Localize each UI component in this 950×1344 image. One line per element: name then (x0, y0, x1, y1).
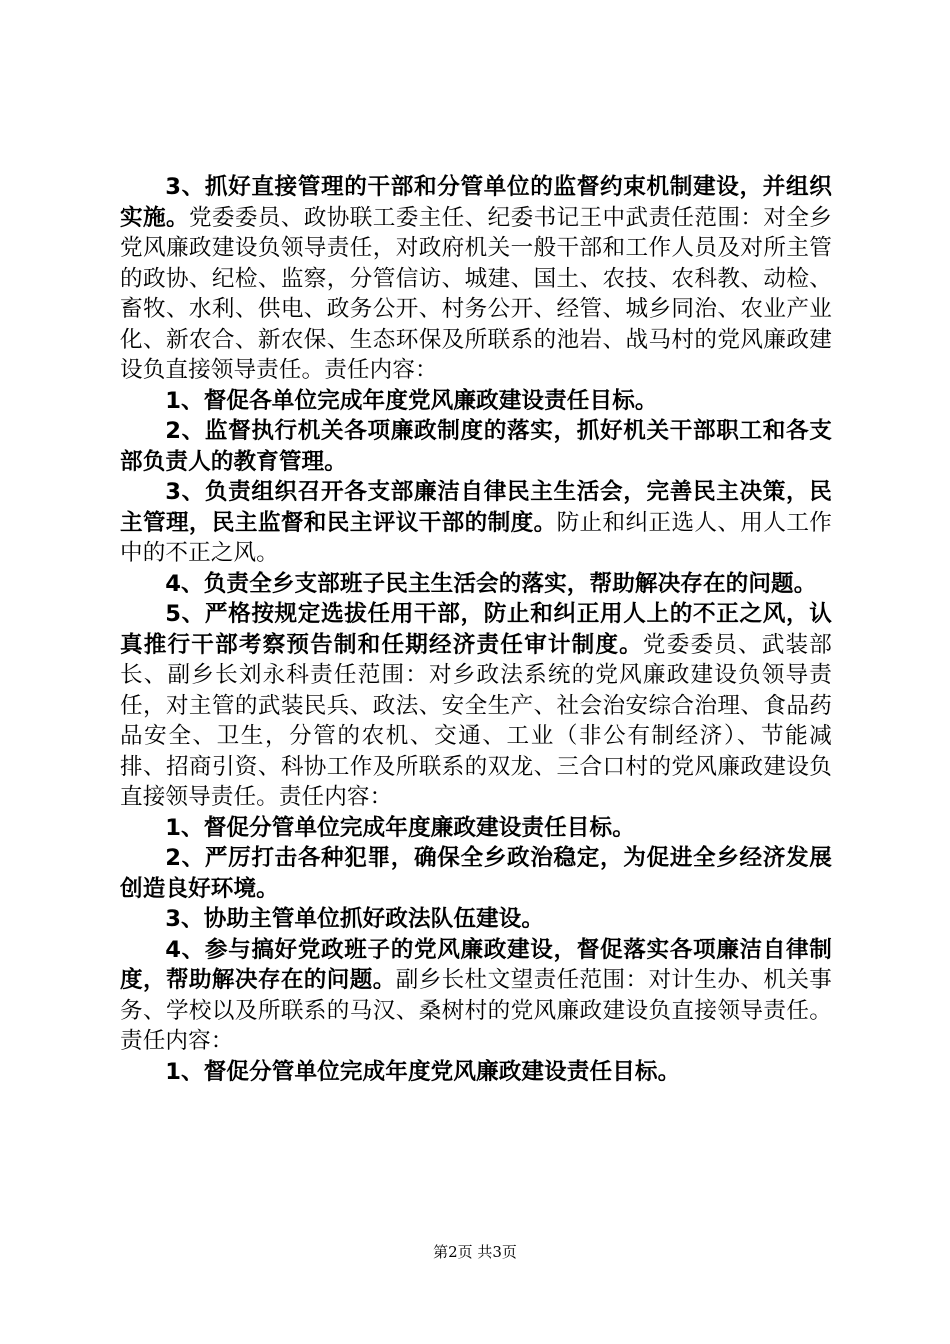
paragraph-4: 3、负责组织召开各支部廉洁自律民主生活会，完善民主决策，民主管理，民主监督和民主评议干部的制度。防止和纠正选人、用人工作中的不正之风。 (120, 479, 832, 566)
document-body (120, 172, 832, 1087)
paragraph-3: 2、监督执行机关各项廉政制度的落实，抓好机关干部职工和各支部负责人的教育管理。 (120, 418, 832, 475)
paragraph-10: 4、参与搞好党政班子的党风廉政建设，督促落实各项廉洁自律制度，帮助解决存在的问题。副乡长杜文望责任范围：对计生办、机关事务、学校以及所联系的马汉、桑树村的党风廉政建设负直接领导责任。责任内容： (120, 936, 832, 1054)
paragraph-7: 1、督促分管单位完成年度廉政建设责任目标。 (165, 814, 635, 841)
paragraph-1: 3、抓好直接管理的干部和分管单位的监督约束机制建设，并组织实施。党委委员、政协联工委主任、纪委书记王中武责任范围：对全乡党风廉政建设负领导责任，对政府机关一般干部和工作人员及对所主管的政协、纪检、监察，分管信访、城建、国土、农技、农科教、动检、畜牧、水利、供电、政务公开、村务公开、经管、城乡同治、农业产业化、新农合、新农保、生态环保及所联系的池岩、战马村的党风廉政建设负直接领导责任。责任内容： (120, 174, 832, 383)
page-footer (0, 1242, 950, 1262)
paragraph-6: 5、严格按规定选拔任用干部，防止和纠正用人上的不正之风，认真推行干部考察预告制和任期经济责任审计制度。党委委员、武装部长、副乡长刘永科责任范围：对乡政法系统的党风廉政建设负领导责任，对主管的武装民兵、政法、安全生产、社会治安综合治理、食品药品安全、卫生，分管的农机、交通、工业（非公有制经济）、节能减排、招商引资、科协工作及所联系的双龙、三合口村的党风廉政建设负直接领导责任。责任内容： (120, 601, 832, 810)
paragraph-2: 1、督促各单位完成年度党风廉政建设责任目标。 (165, 387, 658, 414)
page-number-label: 第2页 共3页 (433, 1243, 517, 1261)
paragraph-9: 3、协助主管单位抓好政法队伍建设。 (165, 906, 545, 932)
paragraph-11: 1、督促分管单位完成年度党风廉政建设责任目标。 (165, 1058, 681, 1085)
paragraph-8: 2、严厉打击各种犯罪，确保全乡政治稳定，为促进全乡经济发展创造良好环境。 (120, 845, 832, 902)
paragraph-5: 4、负责全乡支部班子民主生活会的落实，帮助解决存在的问题。 (165, 570, 817, 597)
